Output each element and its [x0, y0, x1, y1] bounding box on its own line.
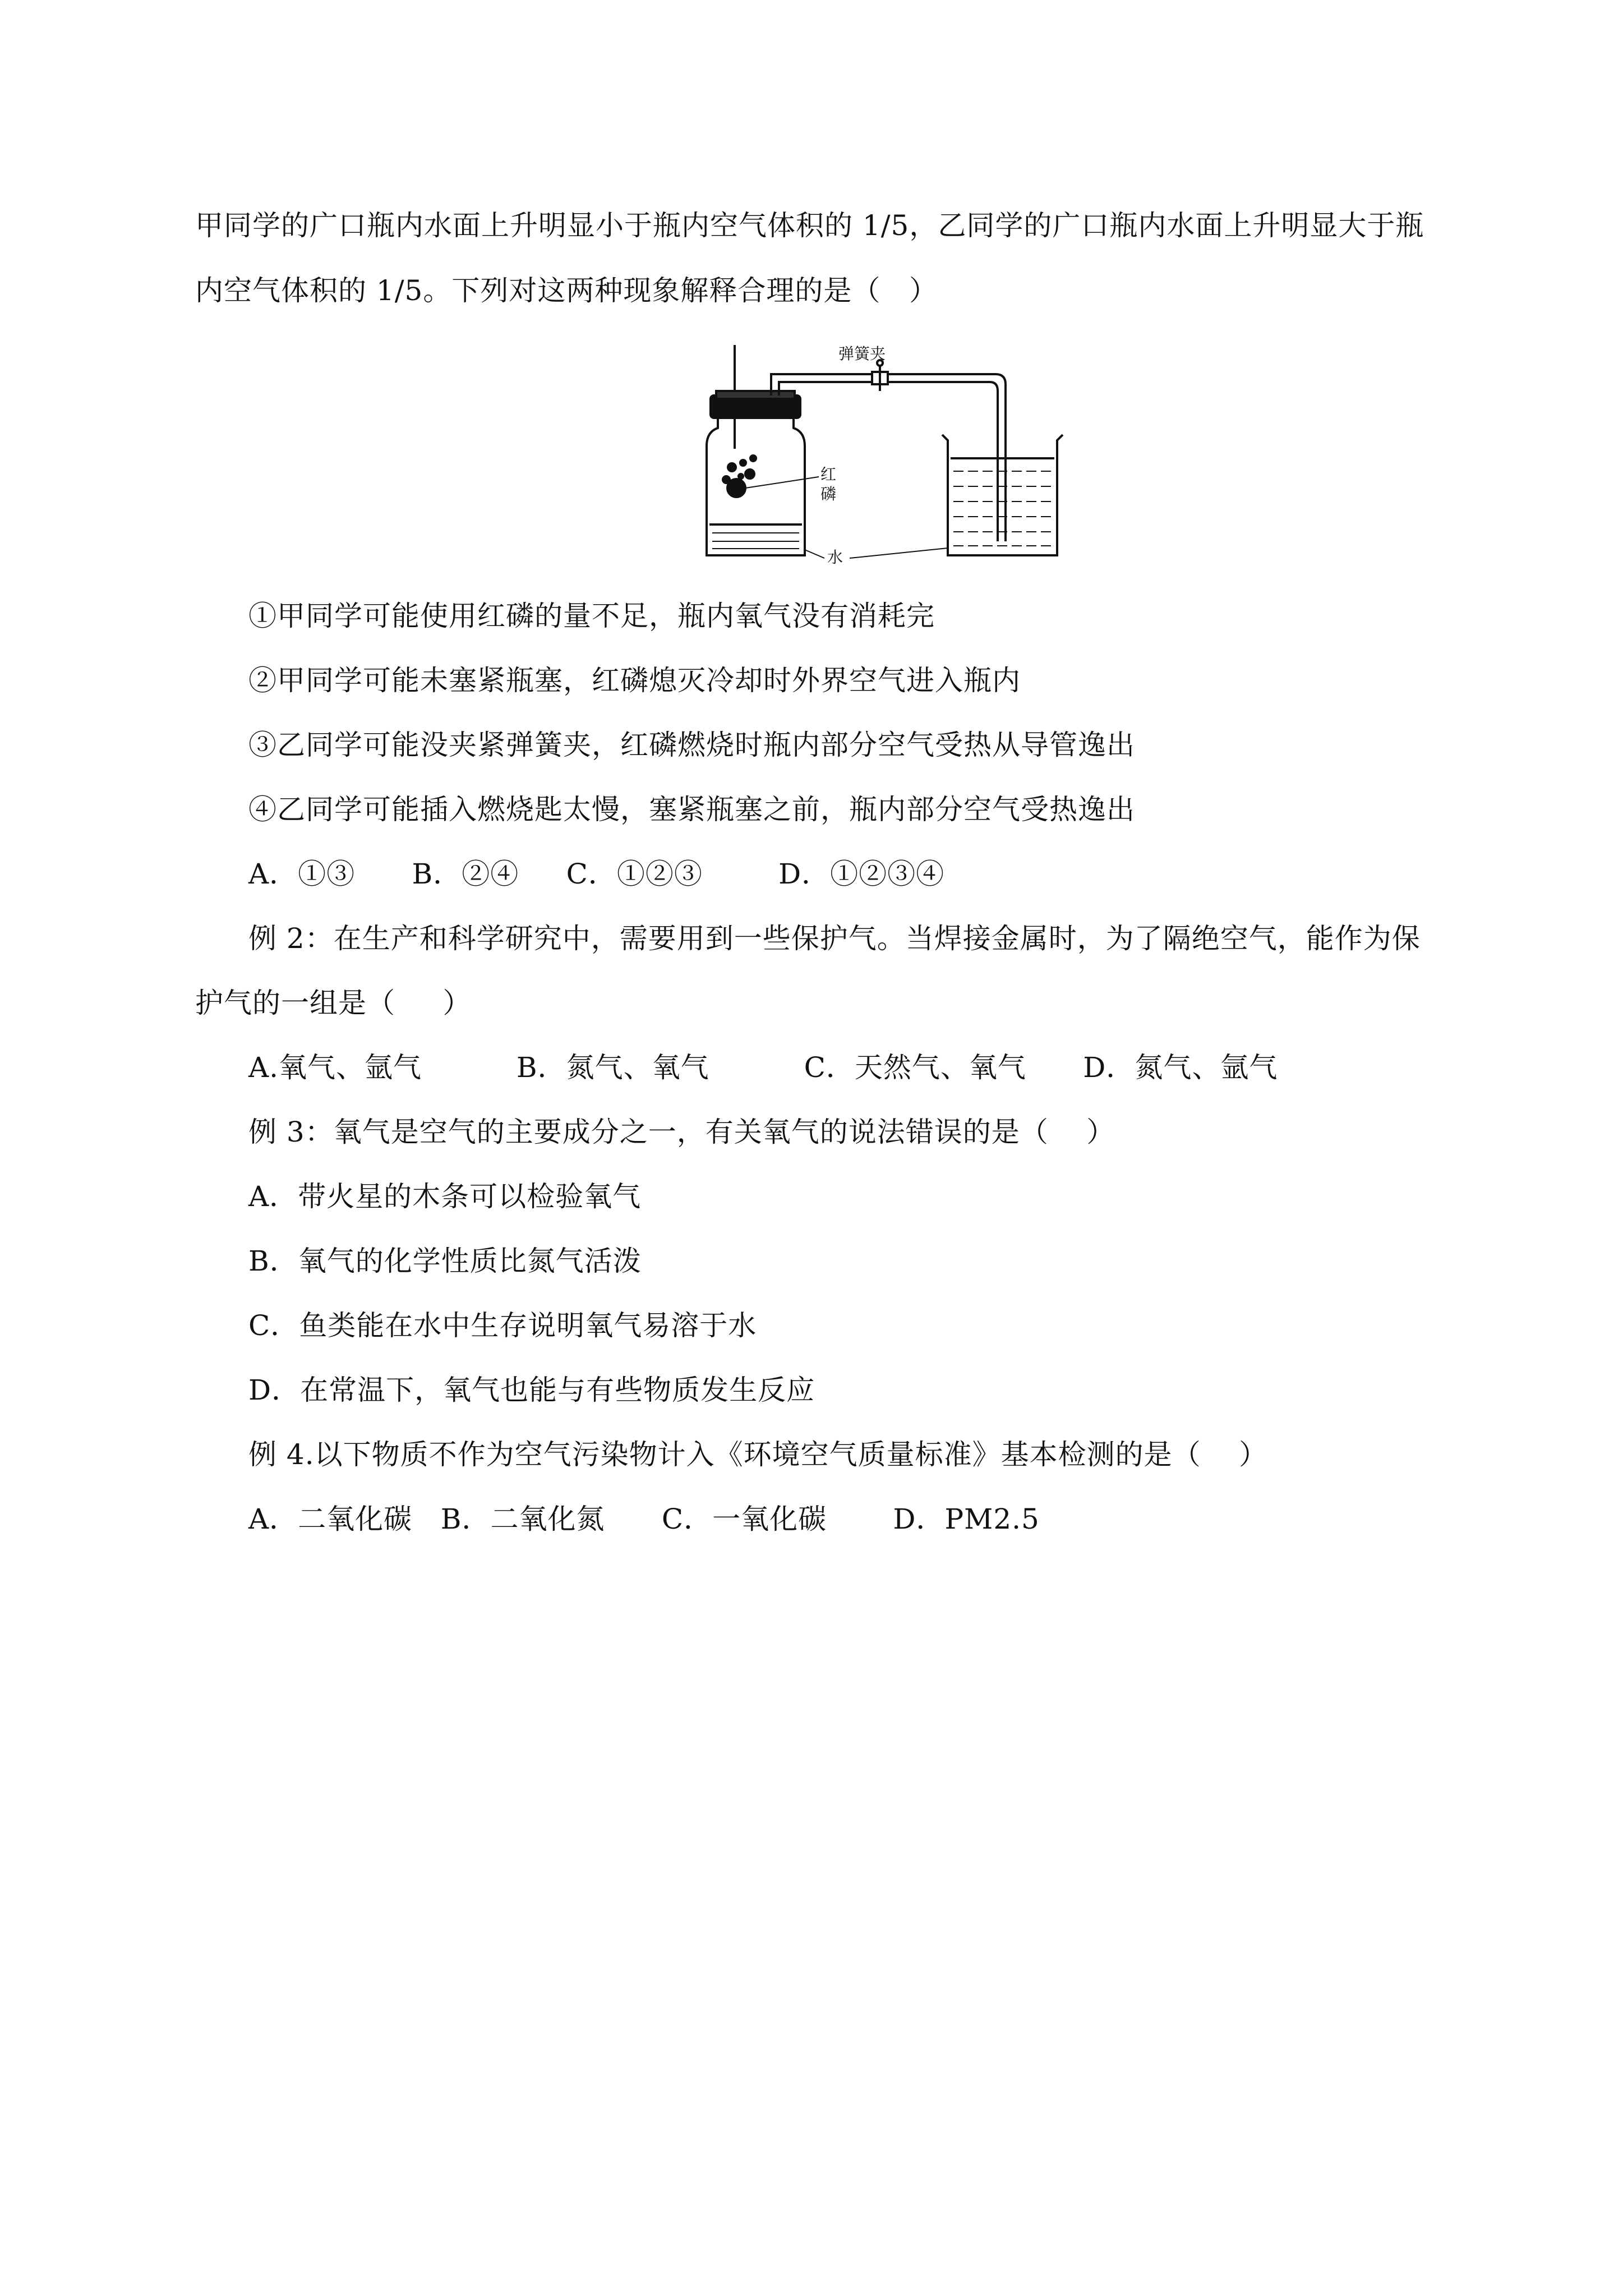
label-water: 水 — [827, 548, 843, 564]
phosphorus-combustion-apparatus-diagram — [687, 339, 1068, 564]
question-3-option-a: A．带火星的木条可以检验氧气 — [248, 1180, 642, 1213]
statement-2: ②甲同学可能未塞紧瓶塞，红磷熄灭冷却时外界空气进入瓶内 — [248, 664, 1021, 697]
question-2-options: A.氧气、氩气 B．氮气、氧气 C．天然气、氧气 D．氮气、氩气 — [248, 1051, 1278, 1084]
statement-4: ④乙同学可能插入燃烧匙太慢，塞紧瓶塞之前，瓶内部分空气受热逸出 — [248, 793, 1135, 826]
question-3-option-b: B．氧气的化学性质比氮气活泼 — [248, 1245, 642, 1277]
label-spring-clamp: 弹簧夹 — [838, 344, 886, 363]
question-3-stem: 例 3：氧气是空气的主要成分之一，有关氧气的说法错误的是（ ） — [248, 1116, 1115, 1148]
question-3-option-c: C．鱼类能在水中生存说明氧气易溶于水 — [248, 1309, 757, 1342]
statement-1: ①甲同学可能使用红磷的量不足，瓶内氧气没有消耗完 — [248, 600, 935, 632]
question-1-stem-line-2: 内空气体积的 1/5。下列对这两种现象解释合理的是（ ） — [195, 274, 938, 307]
question-1-options: A．①③ B．②④ C．①②③ D．①②③④ — [248, 858, 945, 890]
question-2-stem-line-1: 例 2：在生产和科学研究中，需要用到一些保护气。当焊接金属时，为了隔绝空气，能作为保 — [248, 922, 1421, 955]
question-4-options: A．二氧化碳 B．二氧化氮 C．一氧化碳 D．PM2.5 — [248, 1503, 1040, 1535]
statement-3: ③乙同学可能没夹紧弹簧夹，红磷燃烧时瓶内部分空气受热从导管逸出 — [248, 729, 1135, 761]
question-4-stem: 例 4.以下物质不作为空气污染物计入《环境空气质量标准》基本检测的是（ ） — [248, 1438, 1268, 1471]
label-red-phosphorus-2: 磷 — [820, 485, 837, 503]
question-2-stem-line-2: 护气的一组是（ ） — [195, 987, 472, 1019]
label-red-phosphorus-1: 红 — [820, 465, 837, 484]
question-3-option-d: D．在常温下，氧气也能与有些物质发生反应 — [248, 1374, 815, 1406]
question-1-stem-line-1: 甲同学的广口瓶内水面上升明显小于瓶内空气体积的 1/5，乙同学的广口瓶内水面上升明显大于瓶 — [195, 209, 1424, 242]
